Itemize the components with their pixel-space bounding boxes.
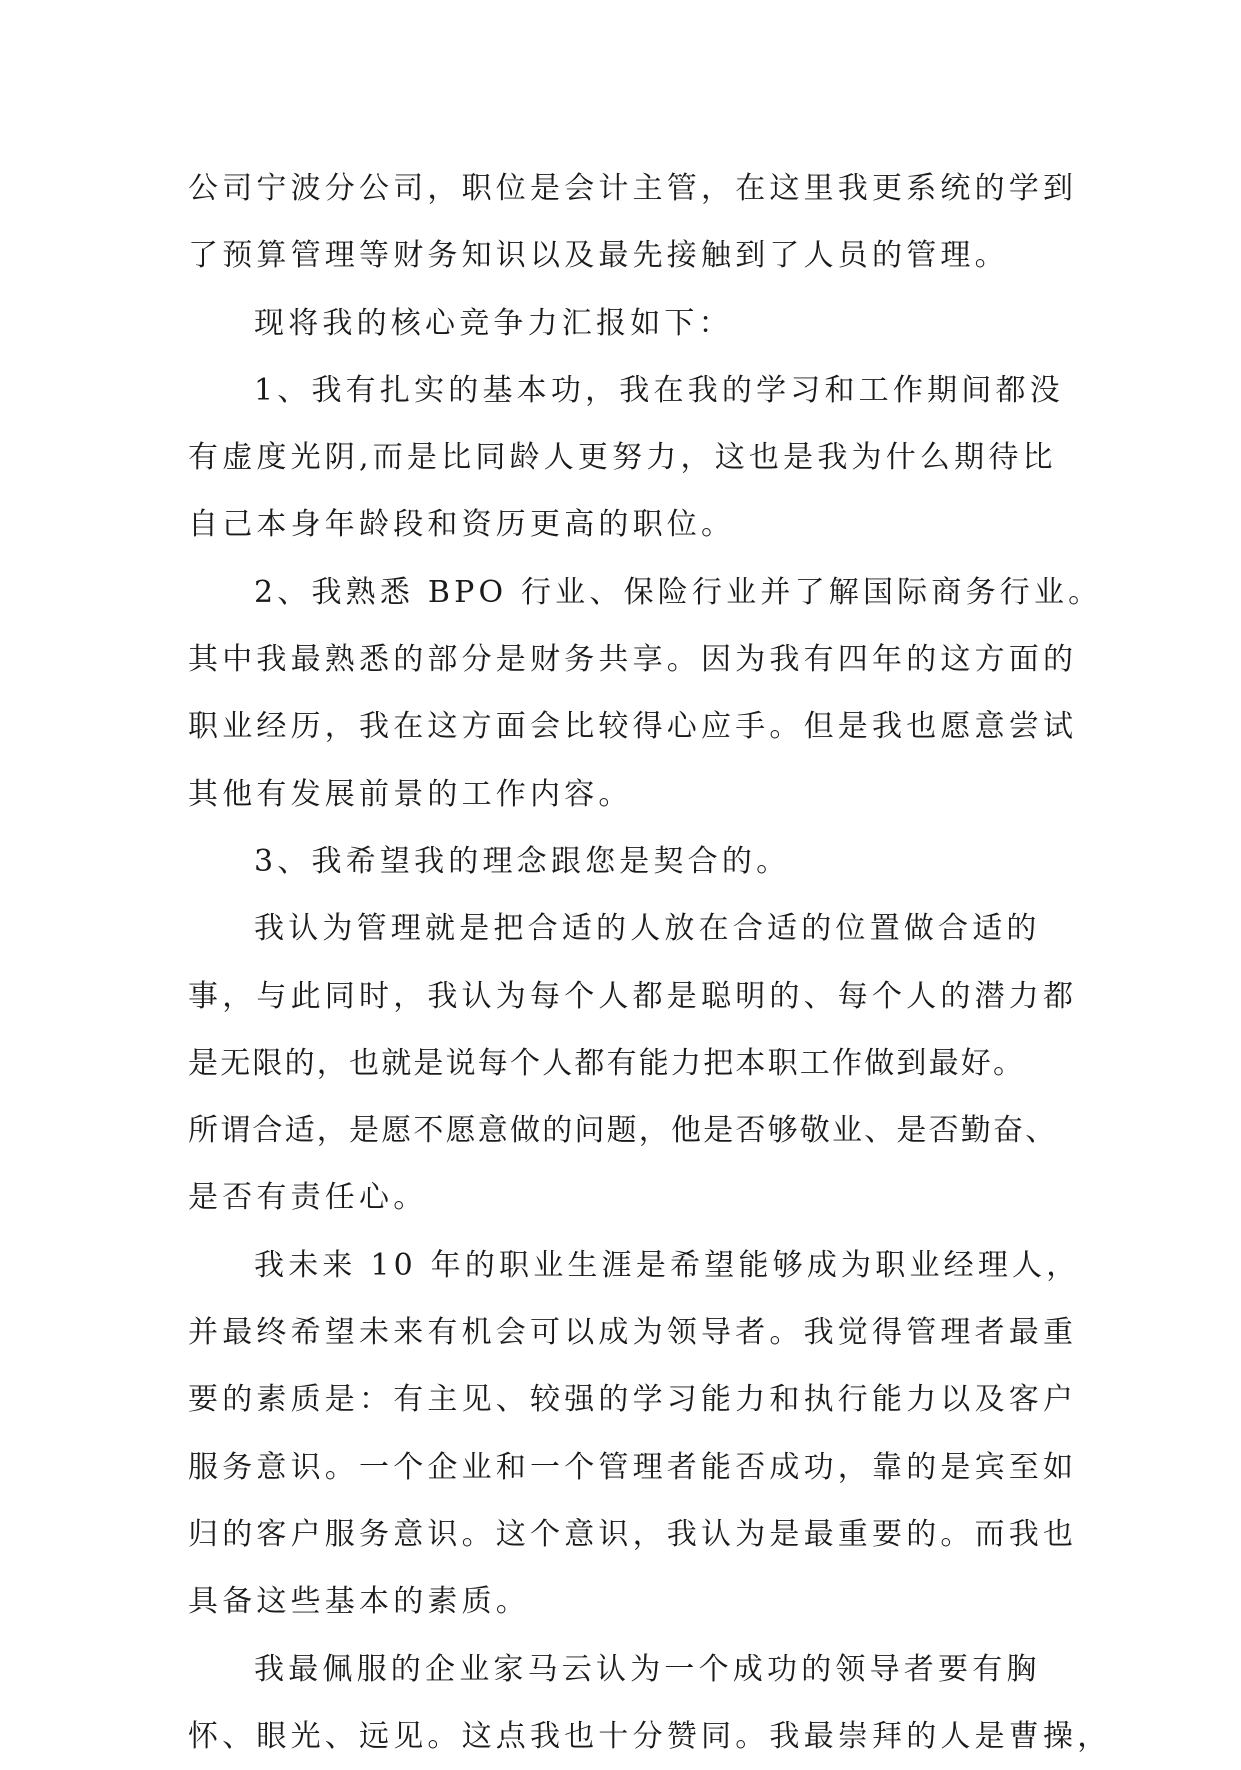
text-line: 其中我最熟悉的部分是财务共享。因为我有四年的这方面的 <box>188 642 1078 678</box>
text-line: 要的素质是：有主见、较强的学习能力和执行能力以及客户 <box>188 1382 1078 1418</box>
text-line: 事，与此同时，我认为每个人都是聪明的、每个人的潜力都 <box>188 978 1078 1014</box>
text-line: 归的客户服务意识。这个意识，我认为是最重要的。而我也 <box>188 1516 1078 1552</box>
paragraph-first-line: 我未来 10 年的职业生涯是希望能够成为职业经理人， <box>254 1247 1081 1283</box>
text-line: 是无限的，也就是说每个人都有能力把本职工作做到最好。 <box>188 1045 1026 1081</box>
text-line: 是否有责任心。 <box>188 1180 428 1216</box>
text-line: 公司宁波分公司，职位是会计主管，在这里我更系统的学到 <box>188 171 1078 206</box>
paragraph-first-line: 1、我有扎实的基本功，我在我的学习和工作期间都没 <box>254 372 1064 408</box>
paragraph-first-line: 2、我熟悉 BPO 行业、保险行业并了解国际商务行业。 <box>254 574 1103 610</box>
document-body <box>188 155 1112 1770</box>
text-line: 自己本身年龄段和资历更高的职位。 <box>188 507 736 543</box>
text-line: 服务意识。一个企业和一个管理者能否成功，靠的是宾至如 <box>188 1449 1078 1485</box>
text-line: 并最终希望未来有机会可以成为领导者。我觉得管理者最重 <box>188 1315 1078 1351</box>
paragraph-first-line: 3、我希望我的理念跟您是契合的。 <box>254 843 791 879</box>
text-line: 具备这些基本的素质。 <box>188 1584 530 1620</box>
text-line: 怀、眼光、远见。这点我也十分赞同。我最崇拜的人是曹操， <box>188 1718 1112 1754</box>
text-line: 所谓合适，是愿不愿意做的问题，他是否够敬业、是否勤奋、 <box>188 1113 1058 1149</box>
paragraph-first-line: 我认为管理就是把合适的人放在合适的位置做合适的 <box>254 911 1041 947</box>
text-line: 有虚度光阴,而是比同龄人更努力，这也是我为什么期待比 <box>188 440 1057 476</box>
paragraph-first-line: 现将我的核心竞争力汇报如下： <box>254 305 733 341</box>
text-line: 了预算管理等财务知识以及最先接触到了人员的管理。 <box>188 238 1009 274</box>
paragraph-first-line: 我最佩服的企业家马云认为一个成功的领导者要有胸 <box>254 1651 1041 1687</box>
text-line: 其他有发展前景的工作内容。 <box>188 776 633 812</box>
text-line: 职业经历，我在这方面会比较得心应手。但是我也愿意尝试 <box>188 709 1078 745</box>
